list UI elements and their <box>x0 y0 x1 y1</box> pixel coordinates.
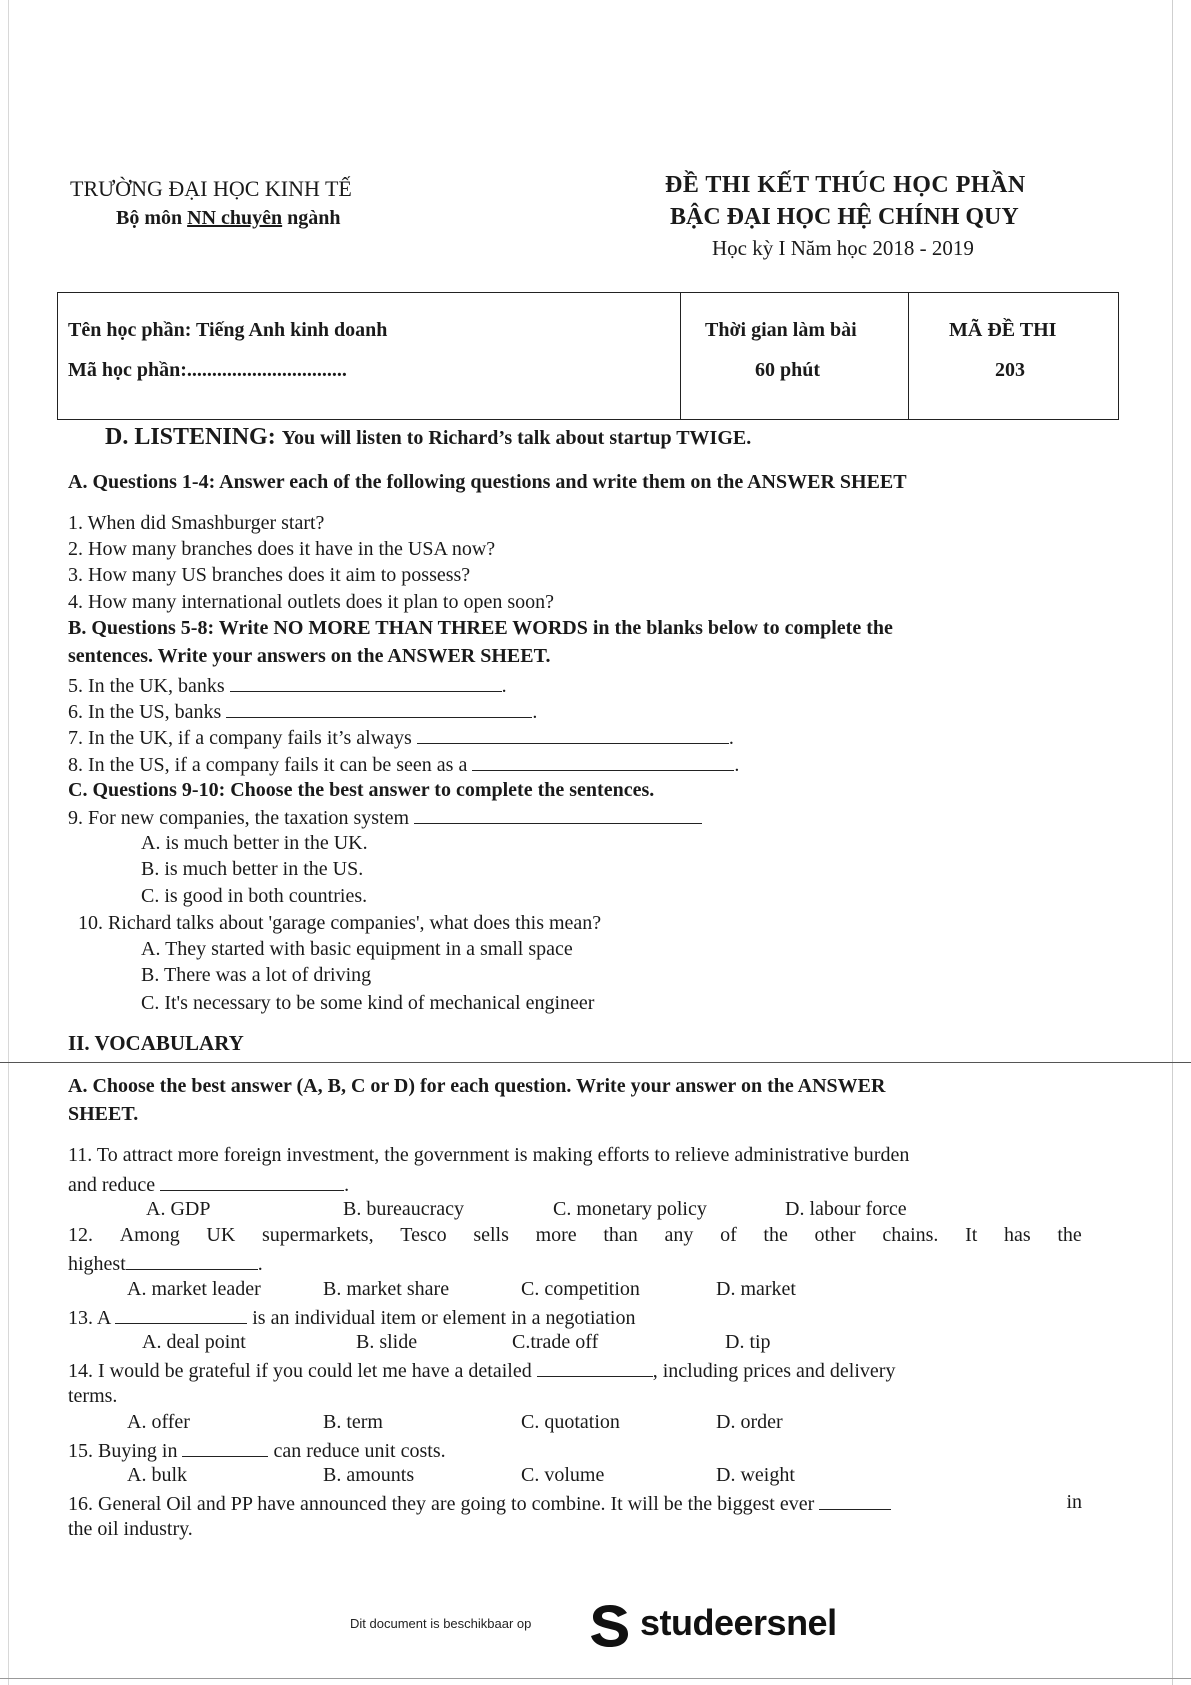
question-14-option-b: B. term <box>323 1411 383 1433</box>
question-14-option-a: A. offer <box>127 1411 190 1433</box>
question-7-text: 7. In the UK, if a company fails it’s always <box>68 727 412 749</box>
q12-word: more <box>535 1224 577 1246</box>
university-name: TRƯỜNG ĐẠI HỌC KINH TẾ <box>70 176 352 201</box>
answer-blank-14 <box>537 1358 653 1377</box>
question-16-line2: the oil industry. <box>68 1518 193 1540</box>
exam-info-table <box>57 292 1119 420</box>
course-code: Mã học phần:................................ <box>68 359 347 381</box>
course-name: Tên học phần: Tiếng Anh kinh doanh <box>68 319 388 341</box>
time-label: Thời gian làm bài <box>705 319 857 341</box>
answer-blank-13 <box>115 1305 247 1324</box>
q12-word: 12. <box>68 1224 93 1246</box>
question-15-text-b: can reduce unit costs. <box>273 1440 446 1462</box>
q12-word: any <box>664 1224 694 1246</box>
question-11-line2-text: and reduce <box>68 1174 156 1196</box>
question-12-option-b: B. market share <box>323 1278 450 1300</box>
question-16-line1 <box>68 1491 1082 1516</box>
department-part-3: ngành <box>287 207 341 229</box>
question-11-dot: . <box>344 1174 350 1196</box>
q12-word: has <box>1004 1224 1031 1246</box>
question-15-option-b: B. amounts <box>323 1464 415 1486</box>
listening-part-a: A. Questions 1-4: Answer each of the following questions and write them on the ANSWER SHEET <box>68 471 907 493</box>
exam-code-label: MÃ ĐỀ THI <box>949 319 1057 341</box>
question-8 <box>68 752 739 777</box>
answer-blank-6 <box>226 699 532 718</box>
question-11-option-a: A. GDP <box>146 1198 211 1220</box>
question-11-line1: 11. To attract more foreign investment, the government is making efforts to relieve administrative burden <box>68 1144 910 1166</box>
page-edge-right <box>1172 0 1173 1685</box>
q12-word: supermarkets, <box>261 1224 374 1246</box>
question-14-option-d: D. order <box>716 1411 783 1433</box>
page-edge-left <box>8 0 9 1685</box>
q12-word: the <box>763 1224 788 1246</box>
question-14-line1 <box>68 1358 1082 1383</box>
answer-blank-5 <box>230 673 502 692</box>
listening-subtitle: You will listen to Richard’s talk about startup TWIGE. <box>281 427 752 449</box>
question-6-text: 6. In the US, banks <box>68 701 222 723</box>
question-14-line2: terms. <box>68 1385 118 1407</box>
question-12-option-c: C. competition <box>521 1278 640 1300</box>
question-6 <box>68 699 537 724</box>
department-name <box>116 207 341 230</box>
q12-word: chains. <box>882 1224 939 1246</box>
question-14-text-a: 14. I would be grateful if you could let me have a detailed <box>68 1360 532 1382</box>
question-15-option-c: C. volume <box>521 1464 605 1486</box>
question-10-option-b: B. There was a lot of driving <box>141 964 372 986</box>
exam-code-value: 203 <box>995 359 1025 381</box>
question-12-option-d: D. market <box>716 1278 796 1300</box>
vocabulary-part-a-line2: SHEET. <box>68 1103 139 1125</box>
question-1: 1. When did Smashburger start? <box>68 512 325 534</box>
question-9-option-a: A. is much better in the UK. <box>141 832 368 854</box>
question-9-text: 9. For new companies, the taxation system <box>68 807 410 829</box>
question-13-option-b: B. slide <box>356 1331 418 1353</box>
question-5-dot: . <box>501 675 507 697</box>
question-3: 3. How many US branches does it aim to possess? <box>68 564 471 586</box>
answer-blank-9 <box>414 805 702 824</box>
question-14-text-b: , including prices and delivery <box>652 1360 896 1382</box>
answer-blank-11 <box>160 1172 344 1191</box>
question-13 <box>68 1305 636 1330</box>
question-12-option-a: A. market leader <box>127 1278 261 1300</box>
studeersnel-logo-icon[interactable] <box>588 1602 632 1648</box>
question-7-dot: . <box>728 727 734 749</box>
page-edge-bottom <box>0 1678 1191 1679</box>
question-8-dot: . <box>734 754 740 776</box>
question-9 <box>68 805 702 830</box>
exam-semester: Học kỳ I Năm học 2018 - 2019 <box>712 236 974 260</box>
section-divider <box>0 1062 1191 1063</box>
question-11-option-c: C. monetary policy <box>553 1198 707 1220</box>
question-12-line1 <box>68 1224 1082 1247</box>
answer-blank-8 <box>472 752 734 771</box>
listening-part-b-line1: B. Questions 5-8: Write NO MORE THAN THREE WORDS in the blanks below to complete the <box>68 617 893 639</box>
question-9-option-c: C. is good in both countries. <box>141 885 368 907</box>
department-part-1: Bộ môn <box>116 207 183 229</box>
q12-word: It <box>965 1224 978 1246</box>
question-8-text: 8. In the US, if a company fails it can be seen as a <box>68 754 468 776</box>
q12-word: Among <box>119 1224 180 1246</box>
q12-word: other <box>814 1224 856 1246</box>
exam-level: BẬC ĐẠI HỌC HỆ CHÍNH QUY <box>670 204 1019 230</box>
question-4: 4. How many international outlets does it plan to open soon? <box>68 591 555 613</box>
q12-word: sells <box>473 1224 509 1246</box>
question-2: 2. How many branches does it have in the USA now? <box>68 538 496 560</box>
studeersnel-brand[interactable]: studeersnel <box>640 1602 837 1643</box>
question-13-text-b: is an individual item or element in a negotiation <box>252 1307 636 1329</box>
q12-word: the <box>1057 1224 1082 1246</box>
time-value: 60 phút <box>755 359 821 381</box>
question-7 <box>68 725 734 750</box>
question-14-option-c: C. quotation <box>521 1411 620 1433</box>
footer-available-text: Dit document is beschikbaar op <box>350 1616 532 1631</box>
question-10: 10. Richard talks about 'garage companies', what does this mean? <box>78 912 602 934</box>
question-11-option-b: B. bureaucracy <box>343 1198 465 1220</box>
question-16-text-b: in <box>1066 1491 1082 1513</box>
answer-blank-16 <box>819 1491 891 1510</box>
answer-blank-12 <box>126 1251 258 1270</box>
q12-word: UK <box>206 1224 236 1246</box>
question-13-option-d: D. tip <box>725 1331 771 1353</box>
question-13-option-c: C.trade off <box>512 1331 599 1353</box>
vocabulary-title: II. VOCABULARY <box>68 1031 244 1055</box>
department-part-2: NN chuyên <box>187 207 283 229</box>
question-15 <box>68 1438 446 1463</box>
vocabulary-part-a-line1: A. Choose the best answer (A, B, C or D) for each question. Write your answer on the ANSWER <box>68 1075 886 1097</box>
answer-blank-15 <box>182 1438 268 1457</box>
question-10-option-a: A. They started with basic equipment in a small space <box>141 938 573 960</box>
question-10-option-c: C. It's necessary to be some kind of mechanical engineer <box>141 992 595 1014</box>
exam-title: ĐỀ THI KẾT THÚC HỌC PHẦN <box>665 172 1026 198</box>
listening-heading: D. LISTENING: <box>105 424 276 450</box>
question-5 <box>68 673 507 698</box>
question-13-option-a: A. deal point <box>142 1331 246 1353</box>
question-12-dot: . <box>257 1253 263 1275</box>
answer-blank-7 <box>417 725 729 744</box>
question-11-option-d: D. labour force <box>785 1198 907 1220</box>
question-5-text: 5. In the UK, banks <box>68 675 225 697</box>
q12-word: Tesco <box>400 1224 447 1246</box>
listening-title <box>105 424 751 451</box>
question-6-dot: . <box>532 701 538 723</box>
question-15-option-d: D. weight <box>716 1464 795 1486</box>
question-15-option-a: A. bulk <box>127 1464 187 1486</box>
question-13-text-a: 13. A <box>68 1307 111 1329</box>
listening-part-c: C. Questions 9-10: Choose the best answer to complete the sentences. <box>68 779 655 801</box>
question-9-option-b: B. is much better in the US. <box>141 858 364 880</box>
question-16-text-a: 16. General Oil and PP have announced they are going to combine. It will be the biggest ever <box>68 1493 815 1515</box>
listening-part-b-line2: sentences. Write your answers on the ANSWER SHEET. <box>68 645 551 667</box>
q12-word: than <box>603 1224 638 1246</box>
question-11-line2 <box>68 1172 349 1197</box>
question-12-line2-text: highest <box>68 1253 126 1275</box>
question-12-line2 <box>68 1251 263 1276</box>
question-15-text-a: 15. Buying in <box>68 1440 178 1462</box>
q12-word: of <box>720 1224 737 1246</box>
